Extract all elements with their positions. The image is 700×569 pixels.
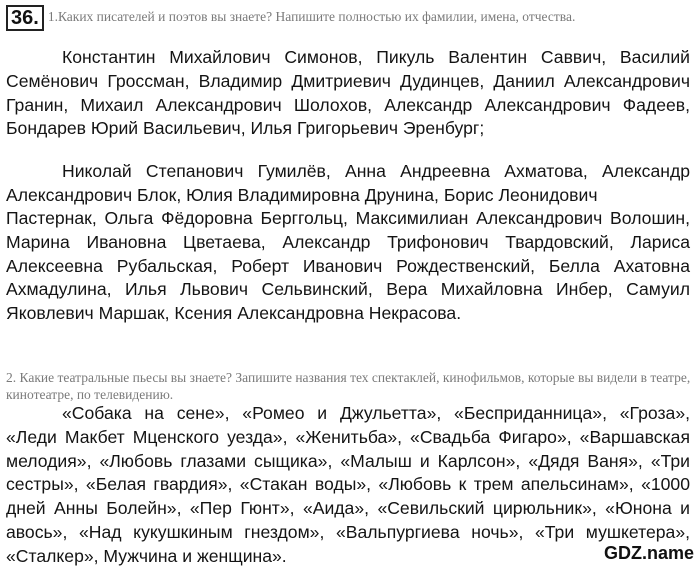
question-2 bbox=[6, 369, 694, 403]
answer-1-poets-start bbox=[6, 160, 690, 208]
question-2-text: 2. Какие театральные пьесы вы знаете? Запишите названия тех спектаклей, кинофильмов, которые вы видели в театре, кинотеатре, по телевидению. bbox=[6, 370, 691, 402]
answer-1-paragraph-poets: Николай Степанович Гумилёв, Анна Андреевна Ахматова, Александр Александрович Блок, Юлия Владимировна Друнина, Борис Леонидович bbox=[6, 161, 690, 205]
watermark: GDZ.name bbox=[603, 543, 694, 563]
answer-1-paragraph-writers: Константин Михайлович Симонов, Пикуль Валентин Саввич, Василий Семёнович Гроссман, Владимир Дмитриевич Дудинцев, Даниил Александрович Гранин, Михаил Александрович Шолохов, Александр Александрович Фадеев, Бондарев Юрий Васильевич, Илья Григорьевич Эренбург; bbox=[6, 47, 690, 139]
question-1-text: 1.Каких писателей и поэтов вы знаете? Напишите полностью их фамилии, имена, отчества. bbox=[47, 9, 576, 24]
answer-1-writers bbox=[6, 46, 690, 141]
answer-1-paragraph-poets-continued: Пастернак, Ольга Фёдоровна Берггольц, Максимилиан Александрович Волошин, Марина Ивановна Цветаева, Александр Трифонович Твардовский, Лариса Алексеевна Рубальская, Роберт Иванович Рождественский, Белла Ахатовна Ахмадулина, Илья Львович Сельвинский, Вера Михайловна Инбер, Самуил Яковлевич Маршак, Ксения Александровна Некрасова. bbox=[6, 208, 690, 324]
exercise-number-badge: 36. bbox=[6, 5, 44, 31]
question-1 bbox=[6, 5, 694, 31]
answer-1-poets-continued bbox=[6, 207, 690, 326]
answer-2-paragraph: «Собака на сене», «Ромео и Джульетта», «Бесприданница», «Гроза», «Леди Макбет Мценского уезда», «Женитьба», «Свадьба Фигаро», «Варшавская мелодия», «Любовь глазами сыщика», «Малыш и Карлсон», «Дядя Ваня», «Три сестры», «Белая гвардия», «Стакан воды», «Любовь к трем апельсинам», «1000 дней Анны Болейн», «Пер Гюнт», «Аида», «Севильский цирюльник», «Юнона и авось», «Над кукушкиным гнездом», «Вальпургиева ночь», «Три мушкетера», «Сталкер», Мужчина и женщина». bbox=[6, 403, 690, 566]
answer-2-plays bbox=[6, 402, 690, 569]
